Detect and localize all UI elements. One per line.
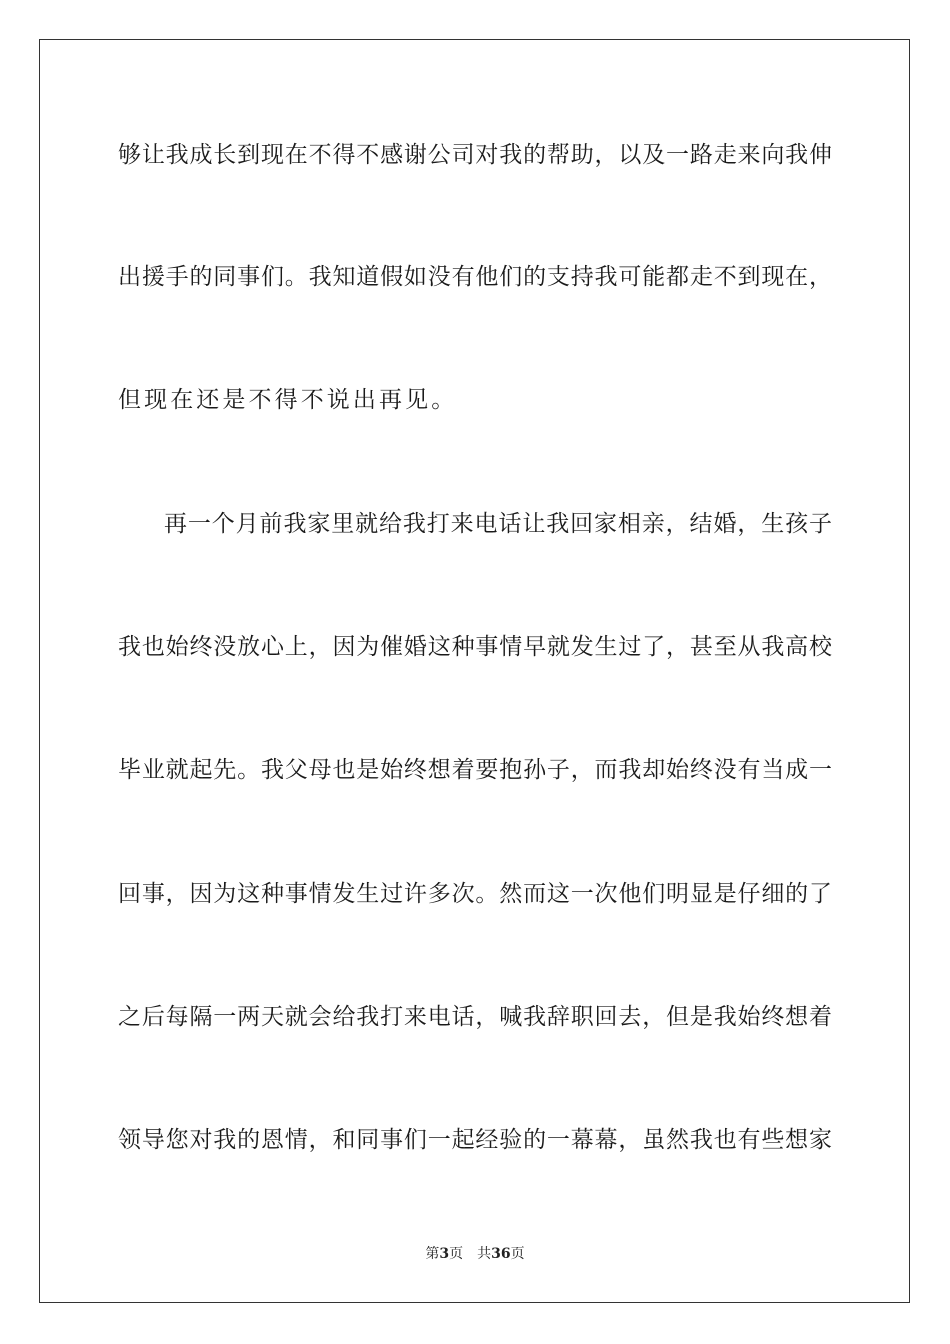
footer-total-unit: 页 — [510, 1246, 525, 1262]
footer-page-number: 3 — [439, 1246, 450, 1262]
footer-total-pages: 36 — [491, 1246, 511, 1262]
body-line-5: 我也始终没放心上，因为催婚这种事情早就发生过了，甚至从我高校 — [118, 634, 832, 660]
body-line-6: 毕业就起先。我父母也是始终想着要抱孙子，而我却始终没有当成一 — [118, 757, 832, 783]
page-border — [39, 39, 910, 1303]
footer-page-unit: 页 — [449, 1246, 464, 1262]
body-line-7: 回事，因为这种事情发生过许多次。然而这一次他们明显是仔细的了 — [118, 881, 832, 907]
body-line-1: 够让我成长到现在不得不感谢公司对我的帮助，以及一路走来向我伸 — [118, 142, 832, 168]
body-line-3: 但现在还是不得不说出再见。 — [118, 387, 458, 413]
body-line-9: 领导您对我的恩情，和同事们一起经验的一幕幕，虽然我也有些想家 — [118, 1127, 832, 1153]
body-line-8: 之后每隔一两天就会给我打来电话，喊我辞职回去，但是我始终想着 — [118, 1004, 832, 1030]
footer-total-prefix: 共 — [477, 1246, 492, 1262]
body-line-2: 出援手的同事们。我知道假如没有他们的支持我可能都走不到现在， — [118, 264, 832, 290]
body-line-4: 再一个月前我家里就给我打来电话让我回家相亲，结婚，生孩子 — [164, 511, 832, 537]
page-footer — [0, 1245, 950, 1263]
footer-page-prefix: 第 — [425, 1246, 440, 1262]
